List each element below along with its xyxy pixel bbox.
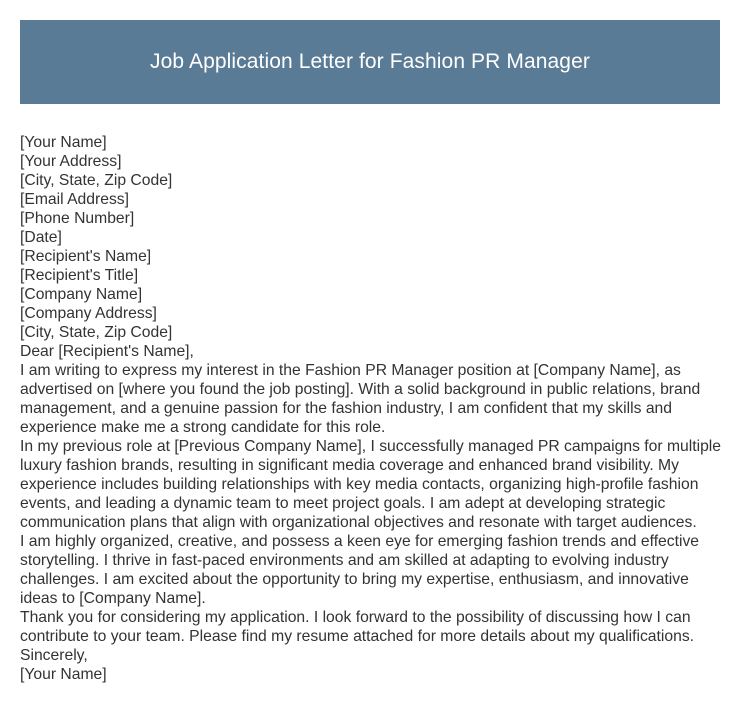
sender-address: [Your Address] <box>20 153 122 170</box>
recipient-company: [Company Name] <box>20 286 143 303</box>
paragraph-qualities: I am highly organized, creative, and possess a keen eye for emerging fashion trends and effective storytelling. I thrive in fast-paced environments and am skilled at adapting to evolving industry challenges. I am excited about the opportunity to bring my expertise, enthusiasm, and innovative ideas to [Company Name]. <box>20 533 700 607</box>
header-banner <box>20 20 720 104</box>
recipient-city-state-zip: [City, State, Zip Code] <box>20 324 173 341</box>
paragraph-experience: In my previous role at [Previous Company Name], I successfully managed PR campaigns for multiple luxury fashion brands, resulting in significant media coverage and enhanced brand visibility. My experience includes building relationships with key media contacts, organizing high-profile fashion events, and leading a dynamic team to meet project goals. I am adept at developing strategic communication plans that align with organizational objectives and resonate with target audiences. <box>20 438 722 531</box>
salutation: Dear [Recipient's Name], <box>20 343 194 360</box>
signature: [Your Name] <box>20 666 107 683</box>
paragraph-closing: Thank you for considering my application. I look forward to the possibility of discussing how I can contribute to your team. Please find my resume attached for more details about my qualifications. <box>20 609 695 645</box>
recipient-name: [Recipient's Name] <box>20 248 152 265</box>
recipient-address: [Company Address] <box>20 305 157 322</box>
page-title: Job Application Letter for Fashion PR Manager <box>150 50 590 73</box>
sender-city-state-zip: [City, State, Zip Code] <box>20 172 173 189</box>
sender-email: [Email Address] <box>20 191 129 208</box>
closing: Sincerely, <box>20 647 88 664</box>
letter-body <box>20 133 725 684</box>
recipient-title: [Recipient's Title] <box>20 267 139 284</box>
sender-name: [Your Name] <box>20 134 107 151</box>
paragraph-intro: I am writing to express my interest in the Fashion PR Manager position at [Company Name], as advertised on [where you found the job posting]. With a solid background in public relations, brand management, and a genuine passion for the fashion industry, I am confident that my skills and experience make me a strong candidate for this role. <box>20 362 701 436</box>
sender-phone: [Phone Number] <box>20 210 135 227</box>
letter-date: [Date] <box>20 229 62 246</box>
